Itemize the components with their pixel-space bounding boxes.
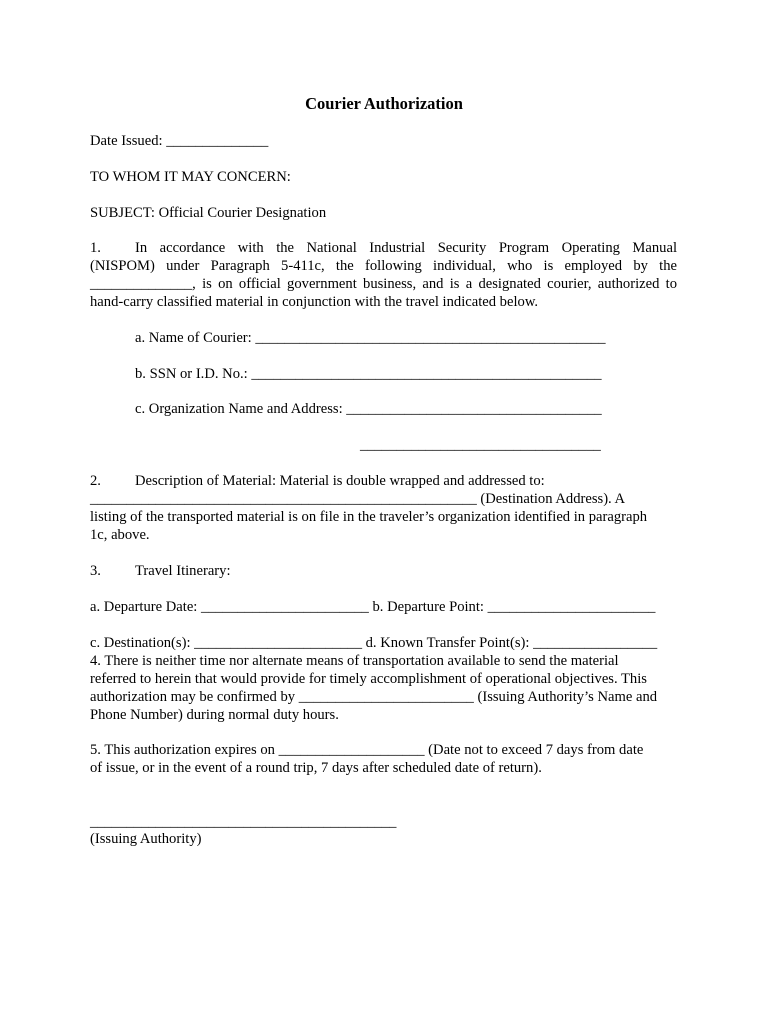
paragraph-1-number: 1. [90,240,101,256]
ssn-id-field: b. SSN or I.D. No.: ________________________________________________ [135,366,602,382]
paragraph-3-number: 3. [90,563,101,579]
salutation: TO WHOM IT MAY CONCERN: [90,169,291,185]
paragraph-1-line-4: hand-carry classified material in conjunction with the travel indicated below. [90,294,539,310]
signature-line: __________________________________________ [90,814,397,830]
paragraph-1-line-3: ______________, is on official government business, and is a designated courier, authorized to [90,276,677,292]
date-issued-line: Date Issued: ______________ [90,133,269,149]
paragraph-2-line-2: _____________________________________________________ (Destination Address). A [90,491,626,507]
paragraph-1-line-2: (NISPOM) under Paragraph 5-411c, the following individual, who is employed by the [90,258,677,274]
organization-address-field: c. Organization Name and Address: ___________________________________ [135,401,602,417]
paragraph-1-line-1 [90,239,677,257]
signature-label: (Issuing Authority) [90,831,202,847]
paragraph-4-line-2: referred to herein that would provide for timely accomplishment of operational objectives. This [90,671,647,687]
paragraph-4-line-1: 4. There is neither time nor alternate means of transportation available to send the material [90,653,619,669]
paragraph-5-line-2: of issue, or in the event of a round trip, 7 days after scheduled date of return). [90,760,542,776]
subject-line: SUBJECT: Official Courier Designation [90,205,327,221]
courier-name-field: a. Name of Courier: ________________________________________________ [135,330,606,346]
paragraph-2-line-1 [90,472,545,490]
paragraph-2-line-4: 1c, above. [90,527,150,543]
paragraph-1-text-1: In accordance with the National Industrial Security Program Operating Manual [135,240,677,256]
paragraph-2-line-3: listing of the transported material is on file in the traveler’s organization identified in paragraph [90,509,648,525]
destination-line: c. Destination(s): _______________________ d. Known Transfer Point(s): _________________ [90,635,658,651]
organization-address-line-2: _________________________________ [360,437,601,453]
paragraph-4-line-3: authorization may be confirmed by ________________________ (Issuing Authority’s Name and [90,689,658,705]
paragraph-2-text-1: Description of Material: Material is double wrapped and addressed to: [135,473,545,489]
departure-line: a. Departure Date: _______________________ b. Departure Point: _______________________ [90,599,656,615]
paragraph-3-line [90,562,231,580]
document-title: Courier Authorization [305,94,463,113]
paragraph-4-line-4: Phone Number) during normal duty hours. [90,707,339,723]
paragraph-5-line-1: 5. This authorization expires on ____________________ (Date not to exceed 7 days from date [90,742,644,758]
paragraph-2-number: 2. [90,473,101,489]
travel-itinerary-heading: Travel Itinerary: [135,563,231,579]
